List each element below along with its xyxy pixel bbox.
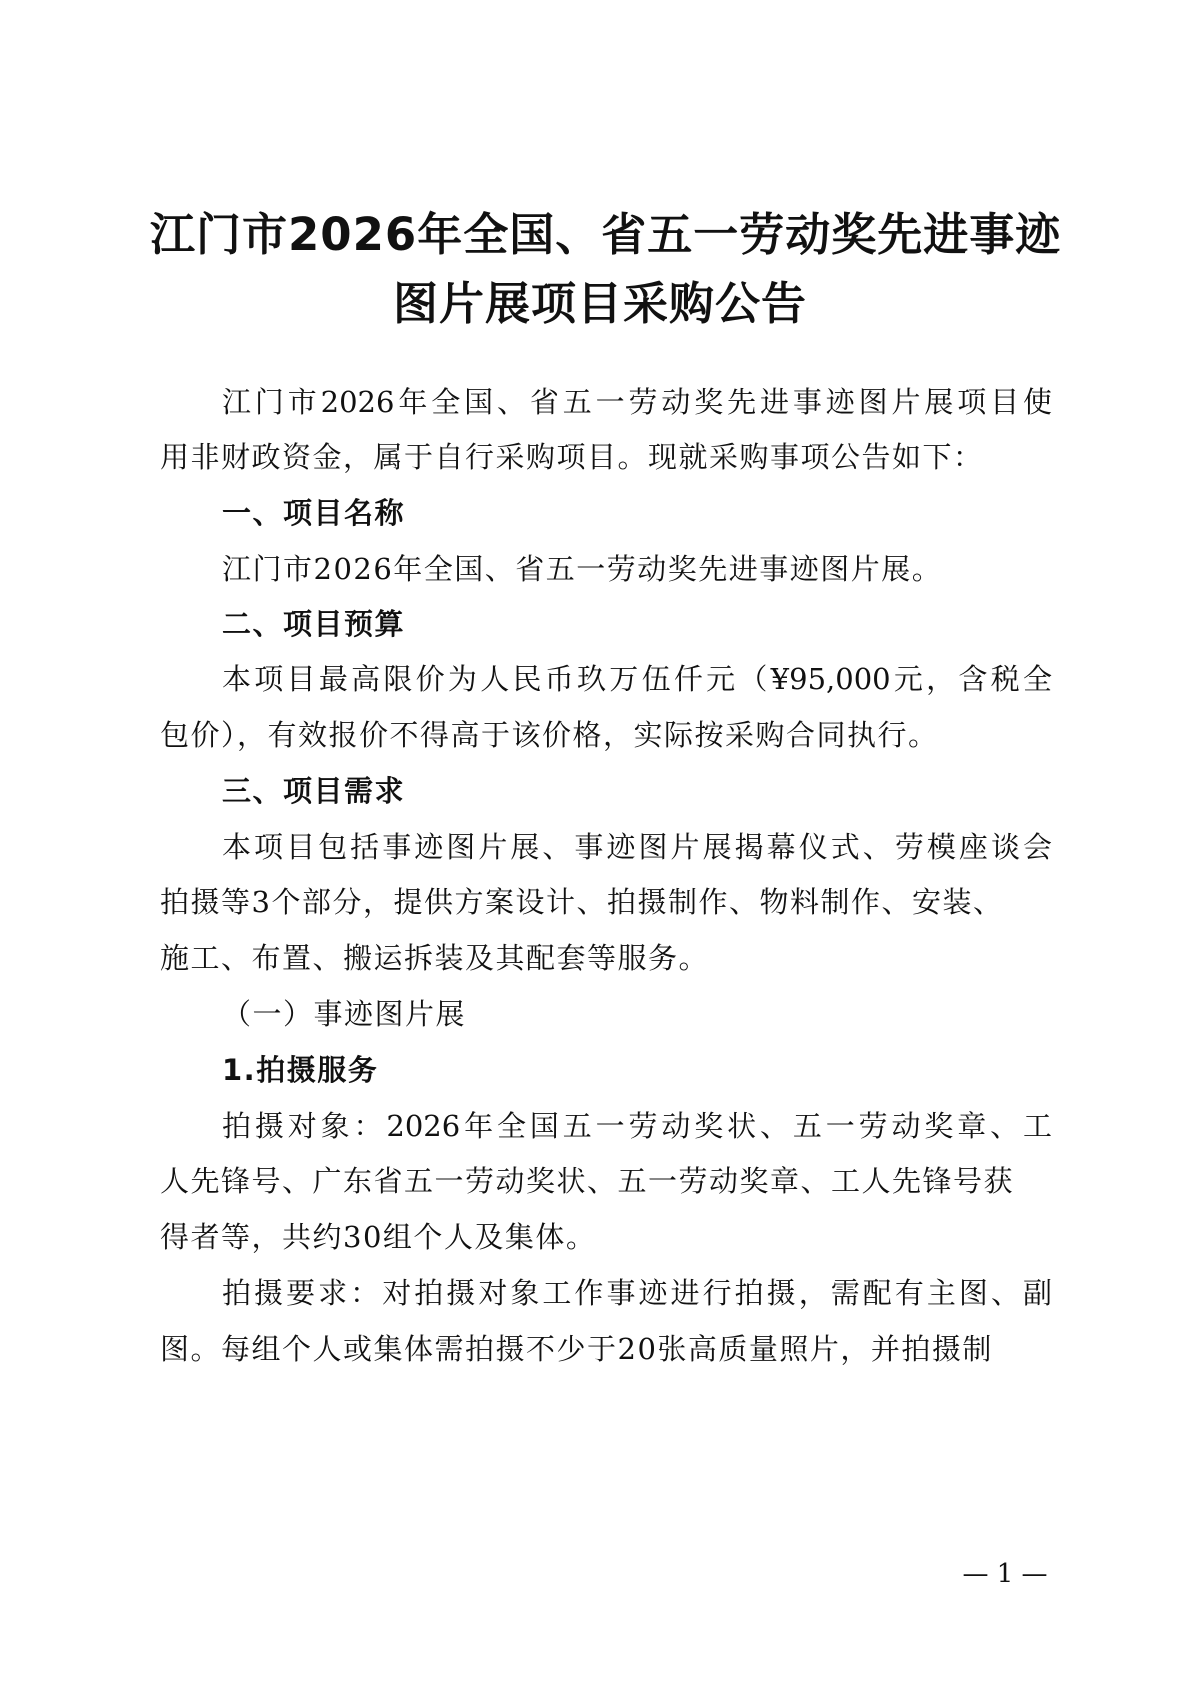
section-3-line-3: 施工、布置、搬运拆装及其配套等服务。 (160, 941, 710, 975)
title-line-1: 江门市2026年全国、省五一劳动奖先进事迹 (150, 208, 1062, 261)
objects-line-3: 得者等，共约30组个人及集体。 (160, 1220, 597, 1254)
title-line-2: 图片展项目采购公告 (392, 277, 807, 330)
section-3-line-1: 本项目包括事迹图片展、事迹图片展揭幕仪式、劳模座谈会 (222, 830, 1052, 864)
section-2-line-2: 包价），有效报价不得高于该价格，实际按采购合同执行。 (160, 718, 939, 752)
requirements-line-2: 图。每组个人或集体需拍摄不少于20张高质量照片，并拍摄制 (160, 1332, 993, 1366)
subsection-1-heading: （一）事迹图片展 (222, 997, 467, 1031)
document-title (150, 200, 1062, 338)
requirements-line-1: 拍摄要求：对拍摄对象工作事迹进行拍摄，需配有主图、副 (222, 1276, 1052, 1310)
section-2-heading: 二、项目预算 (222, 607, 406, 641)
intro-line-2: 用非财政资金，属于自行采购项目。现就采购事项公告如下： (160, 440, 984, 474)
section-2-line-1: 本项目最高限价为人民币玖万伍仟元（¥95,000元，含税全 (222, 662, 1052, 696)
item-1-heading: 1.拍摄服务 (222, 1053, 379, 1087)
section-1-heading: 一、项目名称 (222, 496, 406, 530)
section-3-line-2: 拍摄等3个部分，提供方案设计、拍摄制作、物料制作、安装、 (160, 885, 1004, 919)
objects-line-2: 人先锋号、广东省五一劳动奖状、五一劳动奖章、工人先锋号获 (160, 1164, 1015, 1198)
objects-line-1: 拍摄对象：2026年全国五一劳动奖状、五一劳动奖章、工 (222, 1109, 1052, 1143)
section-3-heading: 三、项目需求 (222, 774, 406, 808)
section-1-text: 江门市2026年全国、省五一劳动奖先进事迹图片展。 (222, 552, 943, 586)
page-number: — 1 — (962, 1559, 1048, 1589)
intro-line-1: 江门市2026年全国、省五一劳动奖先进事迹图片展项目使 (222, 385, 1052, 419)
